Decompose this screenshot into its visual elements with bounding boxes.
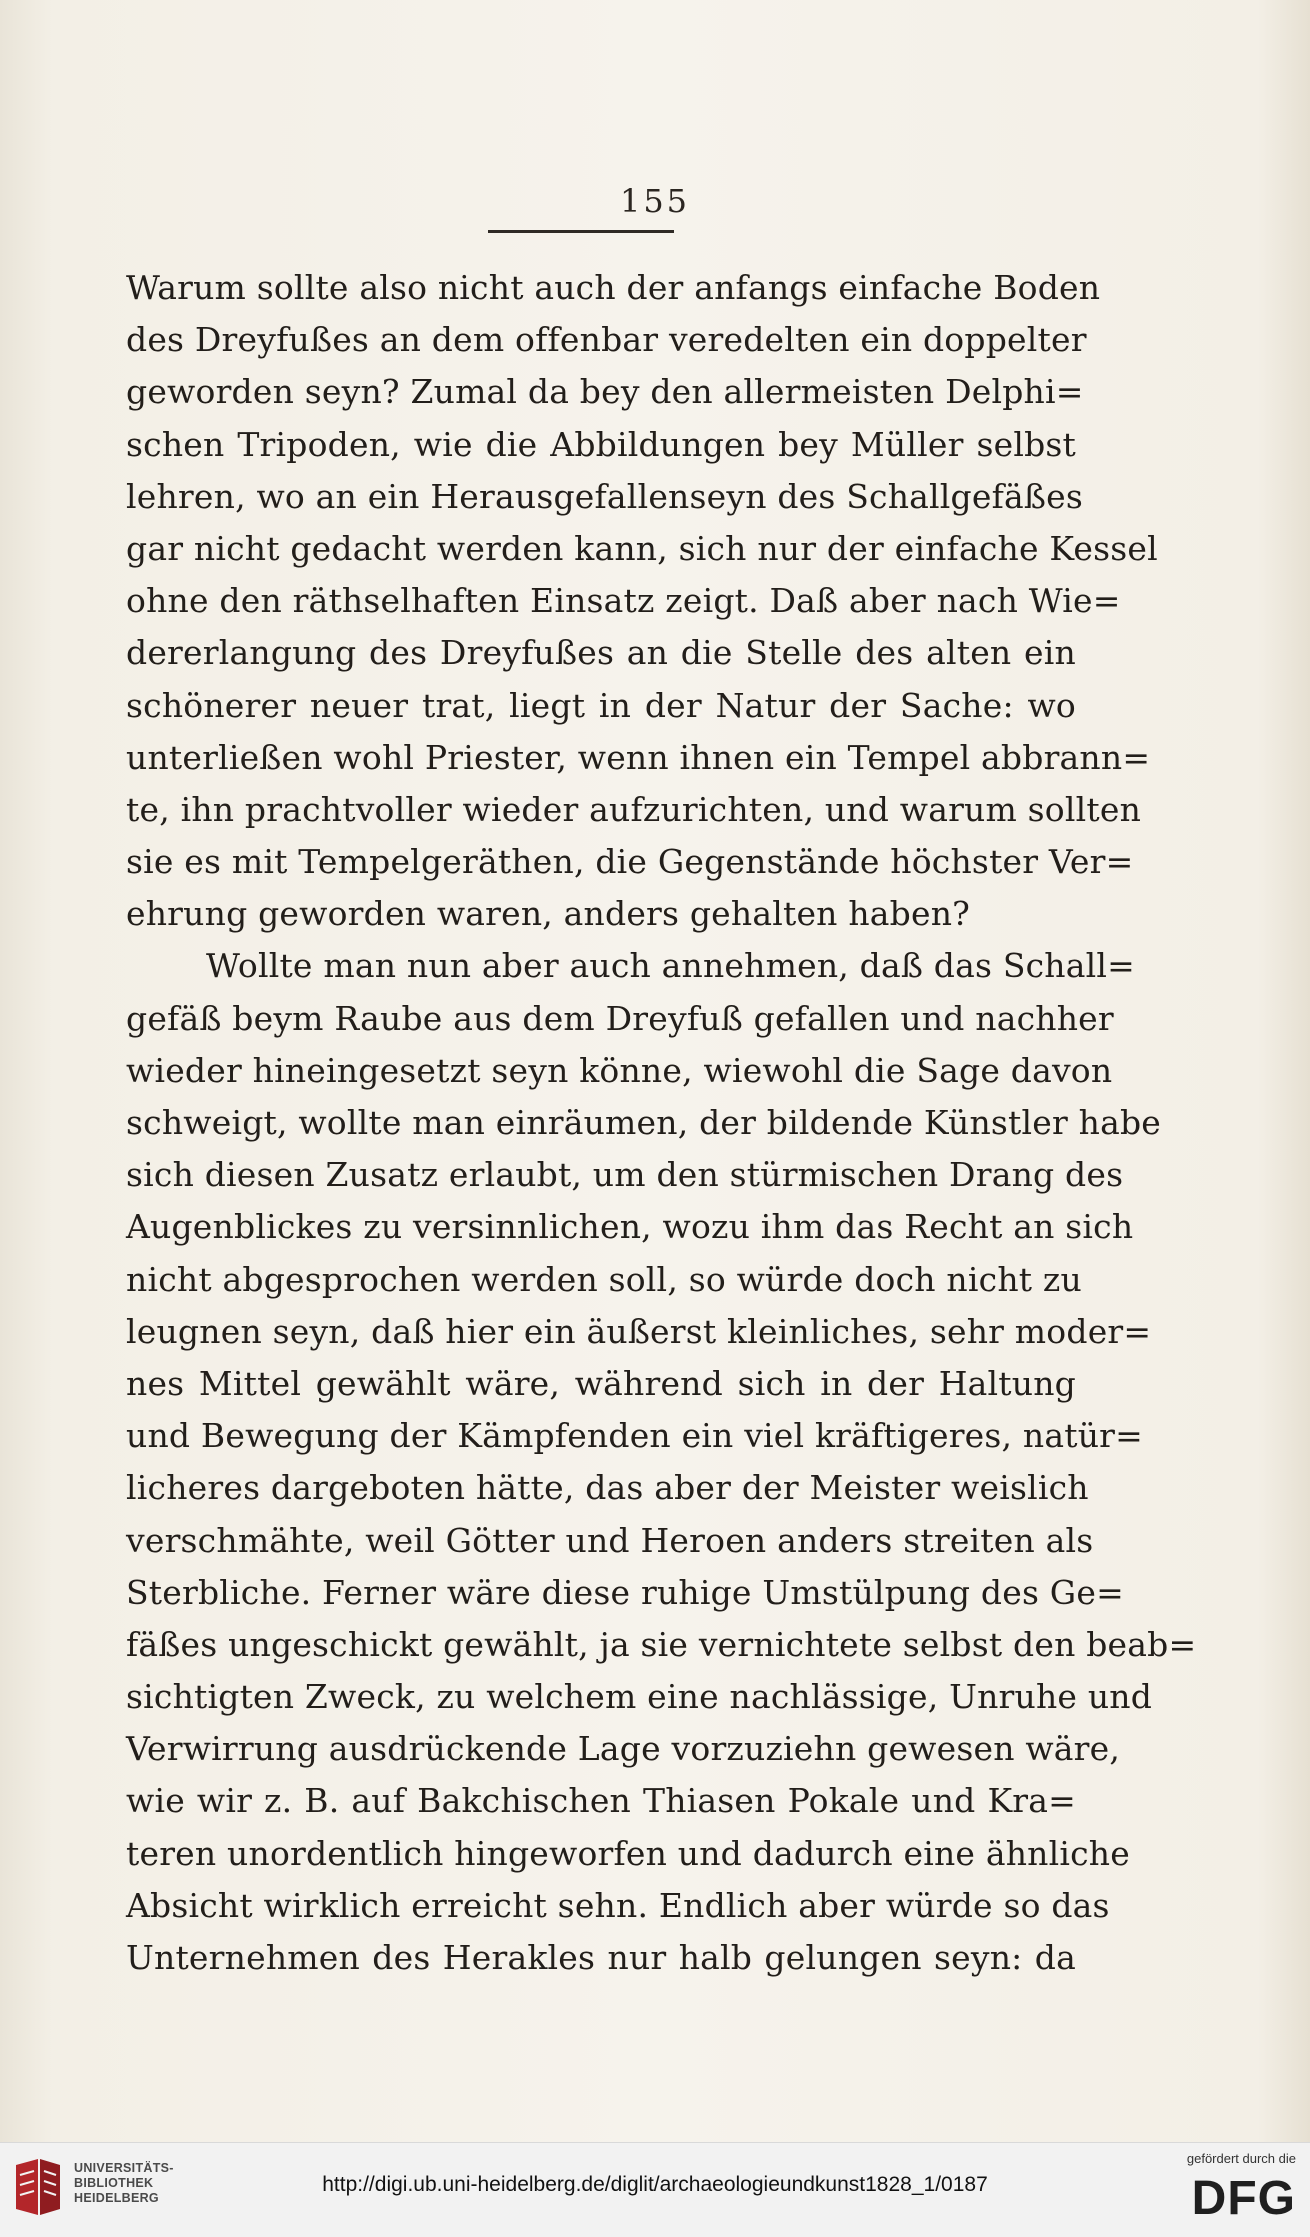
text-line: wieder hineingesetzt seyn könne, wiewohl die Sage davon xyxy=(126,1050,1113,1090)
text-line: des Dreyfußes an dem offenbar veredelten ein doppelter xyxy=(126,320,1087,360)
sponsor-caption: gefördert durch die xyxy=(1186,2151,1296,2166)
text-line: gefäß beym Raube aus dem Dreyfuß gefallen und nachher xyxy=(126,998,1114,1038)
library-name-line: BIBLIOTHEK xyxy=(74,2176,154,2190)
text-line: Verwirrung ausdrückende Lage vorzuziehn gewesen wäre, xyxy=(126,1729,1121,1769)
text-line: te, ihn prachtvoller wieder aufzurichten, und warum sollten xyxy=(126,789,1142,829)
text-line: und Bewegung der Kämpfenden ein viel kräftigeres, natür= xyxy=(126,1416,1143,1456)
text-line: leugnen seyn, daß hier ein äußerst kleinliches, sehr moder= xyxy=(126,1311,1152,1351)
text-line: sichtigten Zweck, zu welchem eine nachlässige, Unruhe und xyxy=(126,1677,1153,1717)
library-name-line: HEIDELBERG xyxy=(74,2191,159,2205)
header-rule xyxy=(488,230,674,233)
text-line: nes Mittel gewählt wäre, während sich in der Haltung xyxy=(126,1363,1076,1403)
text-line: schen Tripoden, wie die Abbildungen bey Müller selbst xyxy=(126,424,1076,464)
text-line: verschmähte, weil Götter und Heroen anders streiten als xyxy=(126,1520,1094,1560)
text-line: wie wir z. B. auf Bakchischen Thiasen Pokale und Kra= xyxy=(126,1781,1076,1821)
text-line: dererlangung des Dreyfußes an die Stelle des alten ein xyxy=(126,633,1076,673)
text-line: unterließen wohl Priester, wenn ihnen ein Tempel abbrann= xyxy=(126,737,1151,777)
text-line: Unternehmen des Herakles nur halb gelungen seyn: da xyxy=(126,1938,1076,1977)
viewer-footer xyxy=(0,2142,1310,2237)
text-line: sich diesen Zusatz erlaubt, um den stürmischen Drang des xyxy=(126,1155,1124,1195)
dfg-logo: DFG xyxy=(1191,2172,1296,2225)
permalink-url[interactable]: http://digi.ub.uni-heidelberg.de/diglit/archaeologieundkunst1828_1/0187 xyxy=(322,2173,988,2196)
library-name-line: UNIVERSITÄTS- xyxy=(74,2161,174,2175)
text-line: Wollte man nun aber auch annehmen, daß das Schall= xyxy=(206,946,1135,986)
text-line: gar nicht gedacht werden kann, sich nur der einfache Kessel xyxy=(126,528,1158,568)
text-line: schweigt, wollte man einräumen, der bildende Künstler habe xyxy=(126,1103,1162,1142)
text-line: Sterbliche. Ferner wäre diese ruhige Umstülpung des Ge= xyxy=(126,1572,1124,1612)
text-line: Warum sollte also nicht auch der anfangs einfache Boden xyxy=(126,268,1101,307)
text-line: licheres dargeboten hätte, das aber der Meister weislich xyxy=(126,1468,1089,1508)
text-line: sie es mit Tempelgeräthen, die Gegenstände höchster Ver= xyxy=(126,842,1134,882)
text-line: nicht abgesprochen werden soll, so würde doch nicht zu xyxy=(126,1259,1082,1299)
page-number: 155 xyxy=(619,182,691,220)
body-text xyxy=(126,262,1197,1984)
text-line: Absicht wirklich erreicht sehn. Endlich aber würde so das xyxy=(126,1885,1110,1925)
text-line: ehrung geworden waren, anders gehalten haben? xyxy=(126,894,971,934)
text-line: lehren, wo an ein Herausgefallenseyn des Schallgefäßes xyxy=(126,476,1084,516)
text-line: ohne den räthselhaften Einsatz zeigt. Daß aber nach Wie= xyxy=(126,581,1121,621)
text-line: Augenblickes zu versinnlichen, wozu ihm das Recht an sich xyxy=(126,1207,1134,1247)
text-line: teren unordentlich hingeworfen und dadurch eine ähnliche xyxy=(126,1833,1130,1873)
text-line: geworden seyn? Zumal da bey den allermeisten Delphi= xyxy=(126,372,1084,412)
text-line: schönerer neuer trat, liegt in der Natur der Sache: wo xyxy=(126,685,1076,725)
text-line: fäßes ungeschickt gewählt, ja sie vernichtete selbst den beab= xyxy=(126,1624,1197,1664)
